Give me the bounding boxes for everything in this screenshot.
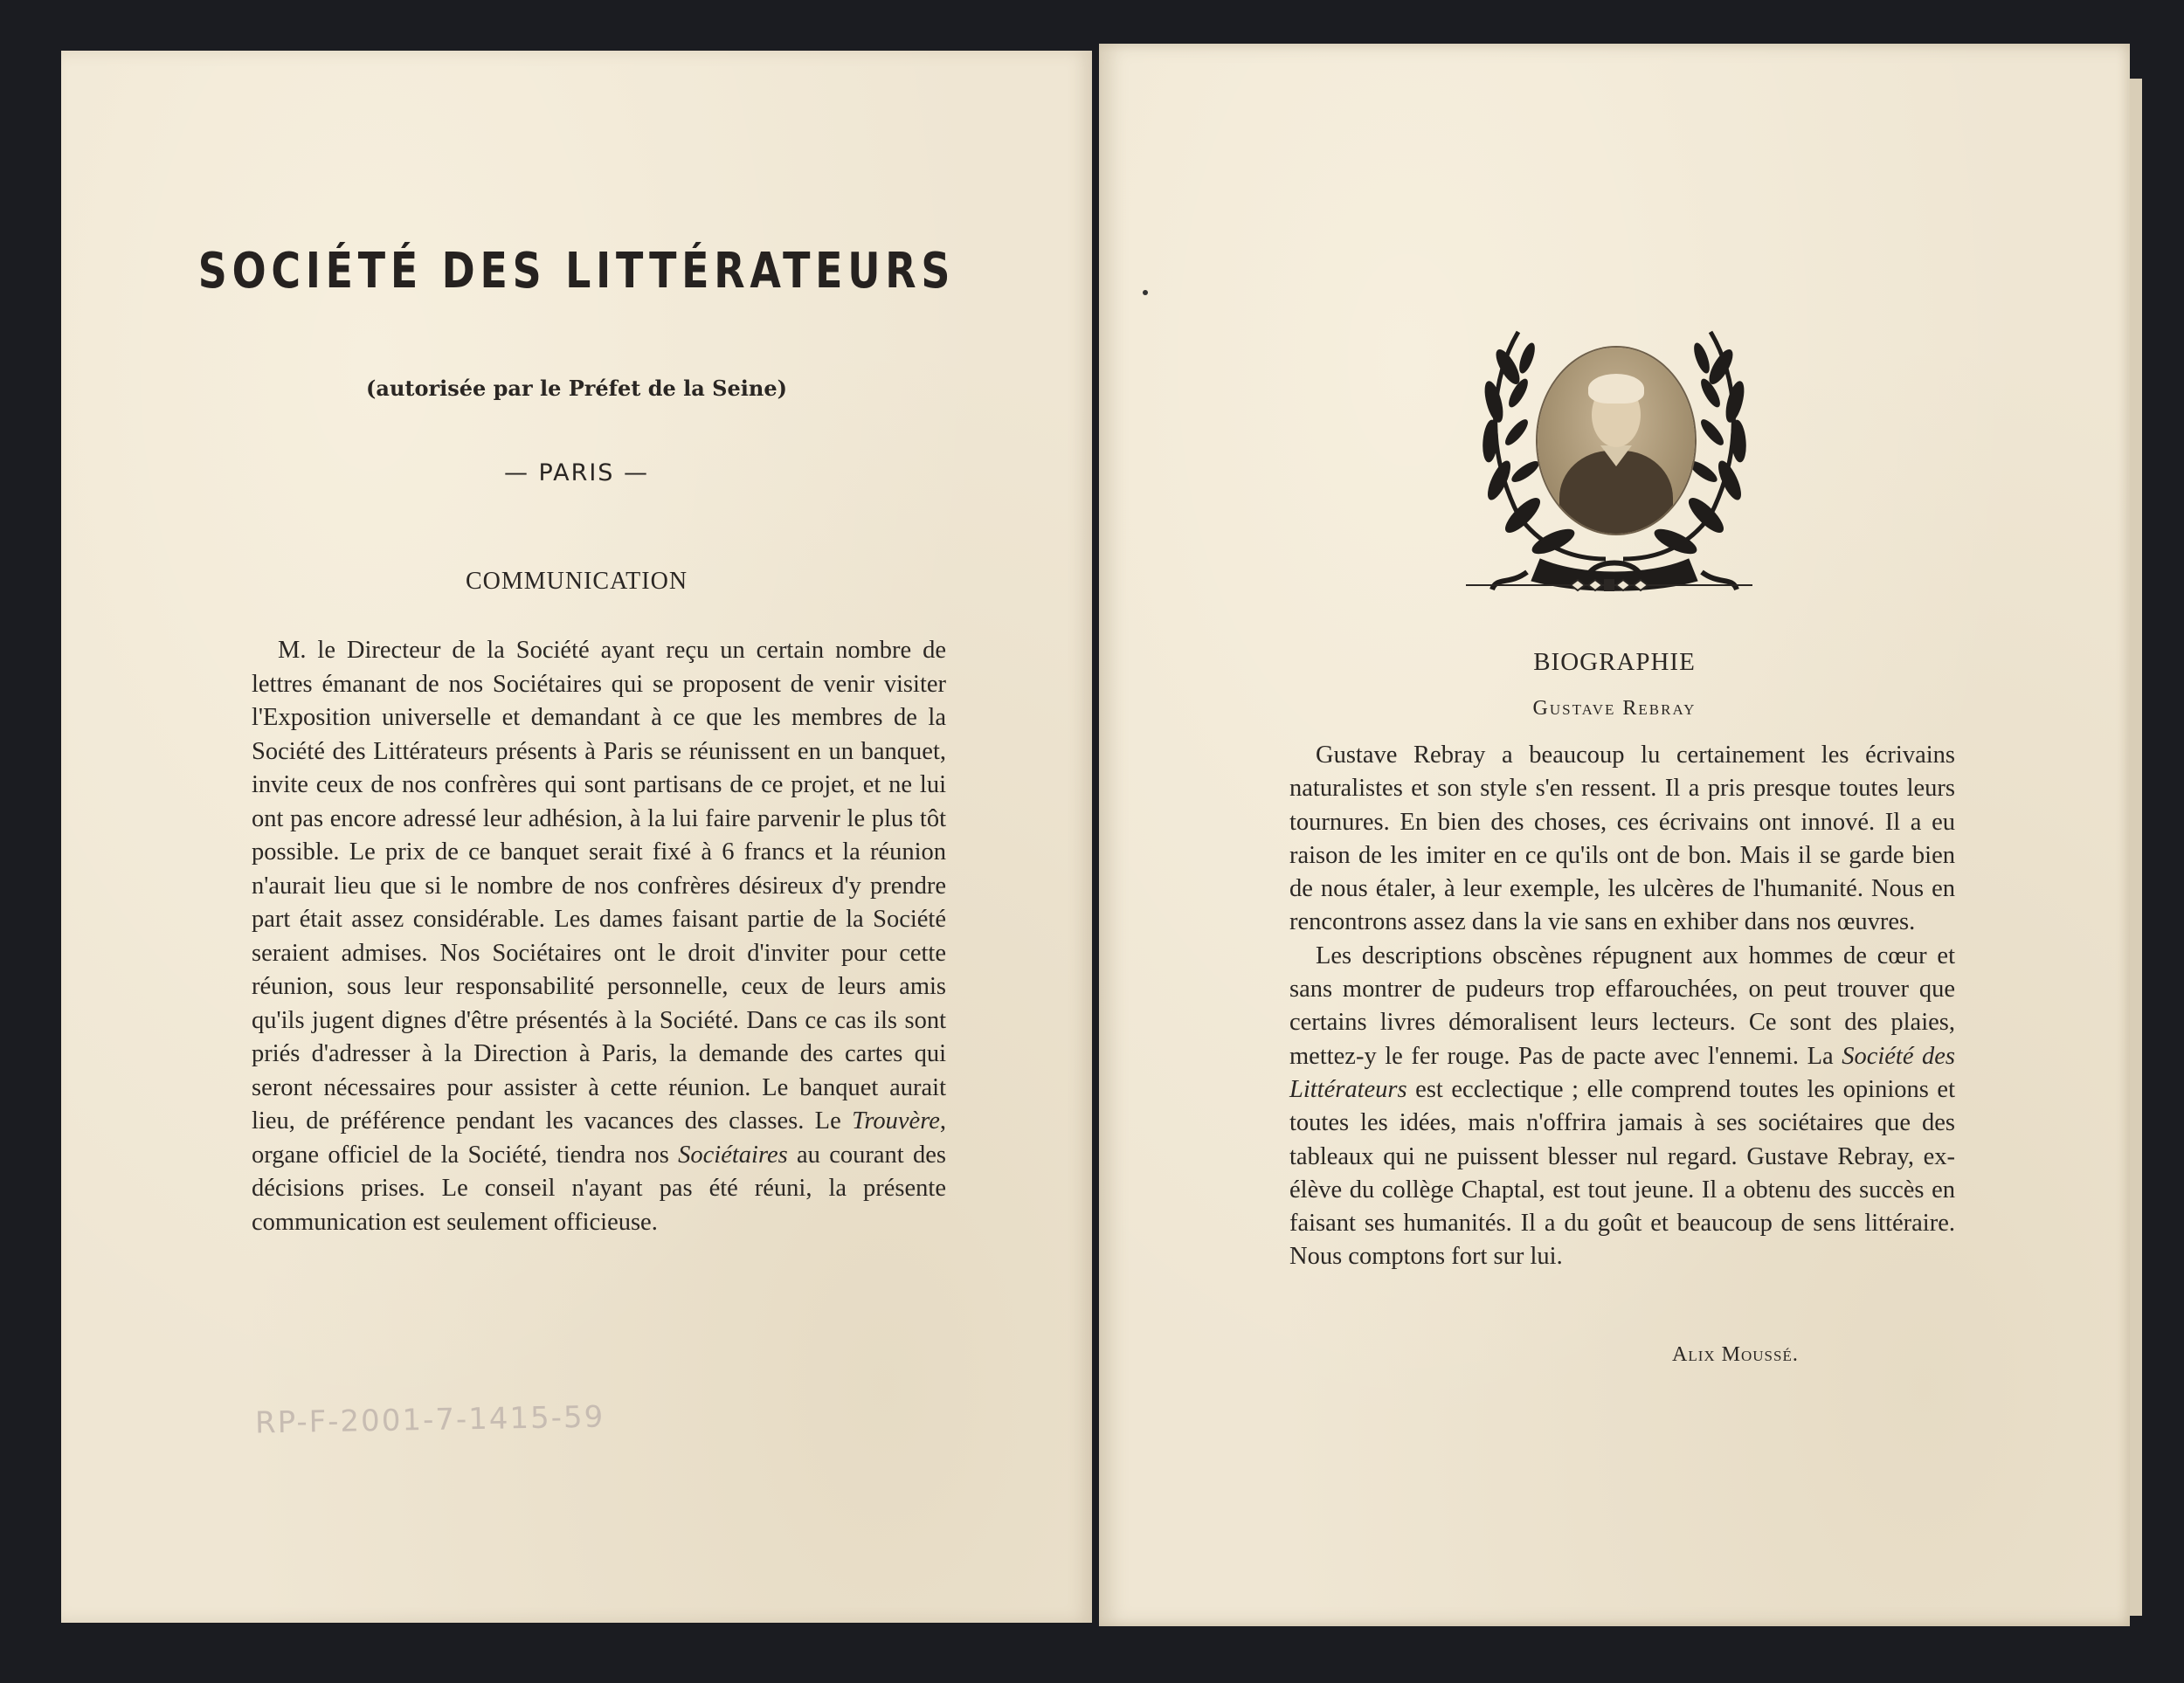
biography-paragraph-2 <box>1289 940 1955 1274</box>
communication-text-part: , organe officiel de la Société, tiendra nos <box>252 1107 946 1169</box>
city-label: — PARIS — <box>503 459 650 486</box>
page-subtitle: (autorisée par le Préfet de la Seine) <box>366 376 787 401</box>
biography-subject-name: Gustave Rebray <box>1532 697 1697 720</box>
ornamental-divider <box>1466 575 1752 596</box>
communication-text-part: au courant des décisions prises. Le conseil n'ayant pas été réuni, la présente communication est seulement officieuse. <box>252 1141 946 1236</box>
portrait-photo <box>1538 348 1695 534</box>
inventory-stamp: RP-F-2001-7-1415-59 <box>254 1399 605 1441</box>
communication-text <box>252 634 946 1239</box>
communication-text-part: M. le Directeur de la Société ayant reçu un certain nombre de lettres émanant de nos Sociétaires qui se proposent de venir visiter l'Exposition universelle et demandant à ce que les membres de la Société des Littérateurs présents à Paris se réunissent en un banquet, invite ceux de nos confrères qui sont partisans de ce projet, et ne lui ont pas encore adressé leur adhésion, à la lui faire parvenir le plus tôt possible. Le prix de ce banquet serait fixé à 6 francs et la réunion n'aurait lieu que si le nombre de nos confrères désireux d'y prendre part était assez considérable. Les dames faisant partie de la Société seraient admises. Nos Sociétaires ont le droit d'inviter pour cette réunion, sous leur responsabilité personnelle, ceux de leurs amis qu'ils jugent dignes d'être présentés à la Société. Dans ce cas ils sont priés d'adresser à la Direction à Paris, la demande des cartes qui seront nécessaires pour assister à cette réunion. Le banquet aurait lieu, de préférence pendant les vacances des classes. Le <box>252 637 946 1135</box>
portrait-hair <box>1588 374 1644 404</box>
italic-societaires: Sociétaires <box>678 1141 788 1169</box>
page-title: SOCIÉTÉ DES LITTÉRATEURS <box>197 243 956 300</box>
page-edge <box>2130 79 2142 1616</box>
left-page <box>61 51 1092 1623</box>
biography-text <box>1289 739 1955 1274</box>
italic-journal-name: Trouvère <box>852 1107 940 1135</box>
right-page <box>1099 44 2130 1626</box>
portrait-vignette <box>1457 297 1772 598</box>
biography-heading: BIOGRAPHIE <box>1533 648 1696 676</box>
biography-text-part: est ecclectique ; elle comprend toutes les opinions et toutes les idées, mais n'offrira jamais à ses sociétaires que des tableaux qui ne puissent blesser nul regard. Gustave Rebray, ex-élève du collège Chaptal, est tout jeune. Il a obtenu des succès en faisant ses humanités. Il a du goût et beaucoup de sens littéraire. Nous comptons fort sur lui. <box>1289 1075 1955 1271</box>
italic-society-name: Société des Littérateurs <box>1289 1042 1955 1103</box>
ink-dot <box>1143 290 1148 295</box>
section-heading: COMMUNICATION <box>465 568 688 595</box>
author-signature: Alix Moussé. <box>1672 1343 1799 1366</box>
biography-paragraph-1: Gustave Rebray a beaucoup lu certainement les écrivains naturalistes et son style s'en ressent. Il a pris presque toutes leurs tournures. En bien des choses, ces écrivains ont innové. Il a eu raison de les imiter en ce qu'ils ont de bon. Mais il se garde bien de nous étaler, à leur exemple, les ulcères de l'humanité. Nous en rencontrons assez dans la vie sans en exhiber dans nos œuvres. <box>1289 741 1955 936</box>
biography-text-part: Les descriptions obscènes répugnent aux hommes de cœur et sans montrer de pudeurs trop effarouchées, on peut trouver que certains livres démoralisent leurs lecteurs. Ce sont des plaies, mettez-y le fer rouge. Pas de pacte avec l'ennemi. La <box>1289 942 1955 1070</box>
